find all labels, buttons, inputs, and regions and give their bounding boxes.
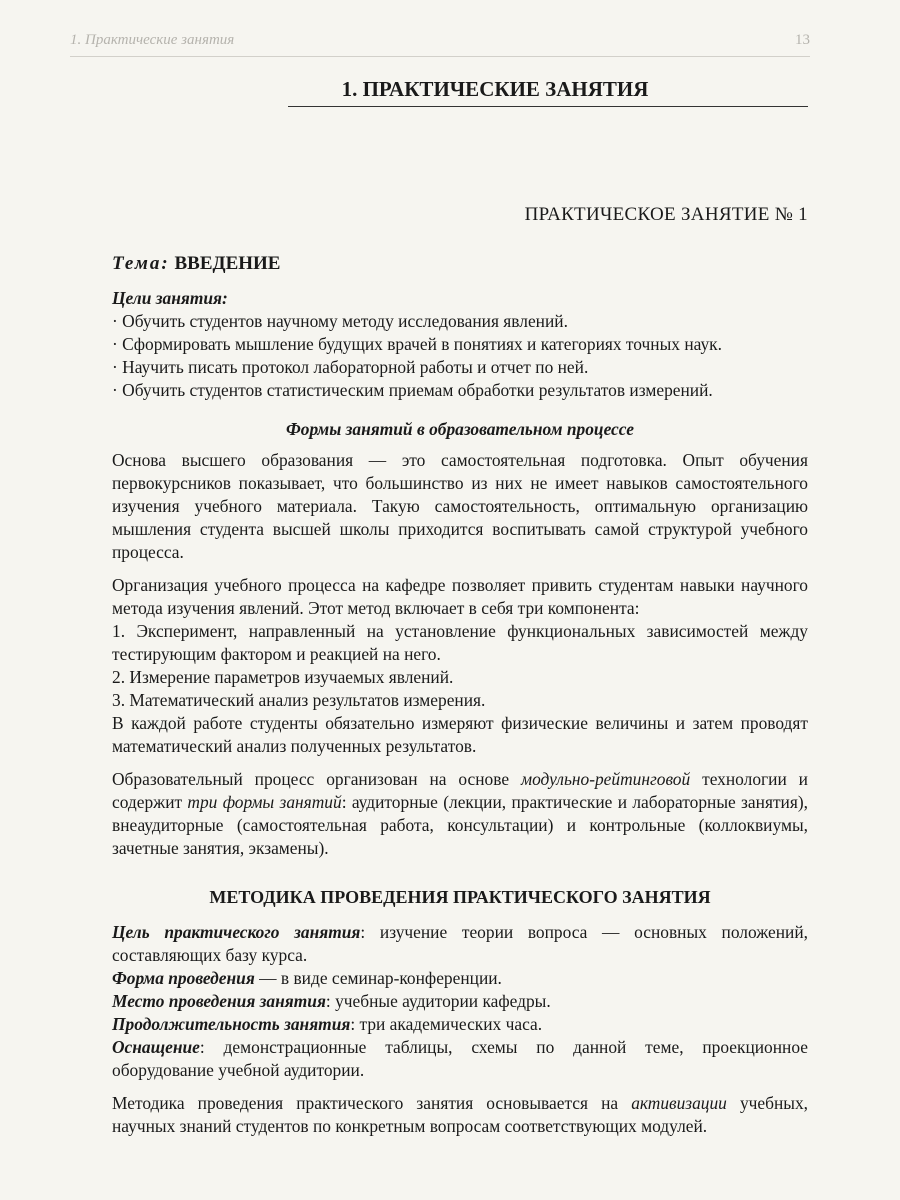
goal-item: · Обучить студентов статистическим приемам обработки результатов измерений.: [112, 380, 713, 400]
goal-item: · Научить писать протокол лабораторной работы и отчет по ней.: [112, 357, 589, 377]
method-heading: МЕТОДИКА ПРОВЕДЕНИЯ ПРАКТИЧЕСКОГО ЗАНЯТИЯ: [209, 887, 711, 907]
list-item: 3. Математический анализ результатов измерения.: [112, 690, 486, 710]
lesson-topic: [112, 252, 808, 275]
chapter-rule: [288, 106, 808, 107]
forms-heading: Формы занятий в образовательном процессе: [286, 419, 634, 439]
lesson-place: Место проведения занятия: учебные аудитории кафедры.: [112, 991, 551, 1011]
topic-value: ВВЕДЕНИЕ: [174, 253, 281, 274]
lesson-number: ПРАКТИЧЕСКОЕ ЗАНЯТИЕ № 1: [524, 204, 808, 225]
chapter-title: 1. ПРАКТИЧЕСКИЕ ЗАНЯТИЯ: [341, 77, 649, 101]
page-content: [112, 76, 808, 1138]
lesson-goal: Цель практического занятия: изучение теории вопроса — основных положений, составляющих базу курса.: [112, 922, 808, 965]
list-item: 1. Эксперимент, направленный на установление функциональных зависимостей между тестирующим фактором и реакцией на него.: [112, 621, 808, 664]
lesson-equipment: Оснащение: демонстрационные таблицы, схемы по данной теме, проекционное оборудование учебной аудитории.: [112, 1037, 808, 1080]
list-item: 2. Измерение параметров изучаемых явлений.: [112, 667, 454, 687]
running-title: 1. Практические занятия: [70, 32, 235, 48]
goal-item: · Сформировать мышление будущих врачей в понятиях и категориях точных наук.: [112, 334, 722, 354]
header-rule: [70, 56, 810, 57]
paragraph: Образовательный процесс организован на основе модульно-рейтинговой технологии и содержит три формы занятий: аудиторные (лекции, практические и лабораторные занятия), внеаудиторные (самостоятельная работа, консультации) и контрольные (коллоквиумы, зачетные занятия, экзамены).: [112, 769, 808, 858]
bleedthrough-header: [70, 32, 810, 58]
paragraph: Организация учебного процесса на кафедре позволяет привить студентам навыки научного метода изучения явлений. Этот метод включает в себя три компонента:: [112, 575, 808, 618]
goals-title: Цели занятия:: [112, 288, 228, 308]
paragraph: В каждой работе студенты обязательно измеряют физические величины и затем проводят математический анализ полученных результатов.: [112, 713, 808, 756]
goal-item: · Обучить студентов научному методу исследования явлений.: [112, 311, 568, 331]
lesson-duration: Продолжительность занятия: три академических часа.: [112, 1014, 543, 1034]
page-number: 13: [795, 32, 810, 48]
paragraph: Основа высшего образования — это самостоятельная подготовка. Опыт обучения первокурсников показывает, что большинство из них не имеет навыков самостоятельного изучения учебного материала. Такую самостоятельность, оптимальную организацию мышления студента высшей школы приходится воспитывать самой структурой учебного процесса.: [112, 450, 808, 562]
topic-label: Тема:: [112, 253, 170, 274]
lesson-form: Форма проведения — в виде семинар-конференции.: [112, 968, 502, 988]
paragraph: Методика проведения практического занятия основывается на активизации учебных, научных знаний студентов по конкретным вопросам соответствующих модулей.: [112, 1093, 809, 1136]
